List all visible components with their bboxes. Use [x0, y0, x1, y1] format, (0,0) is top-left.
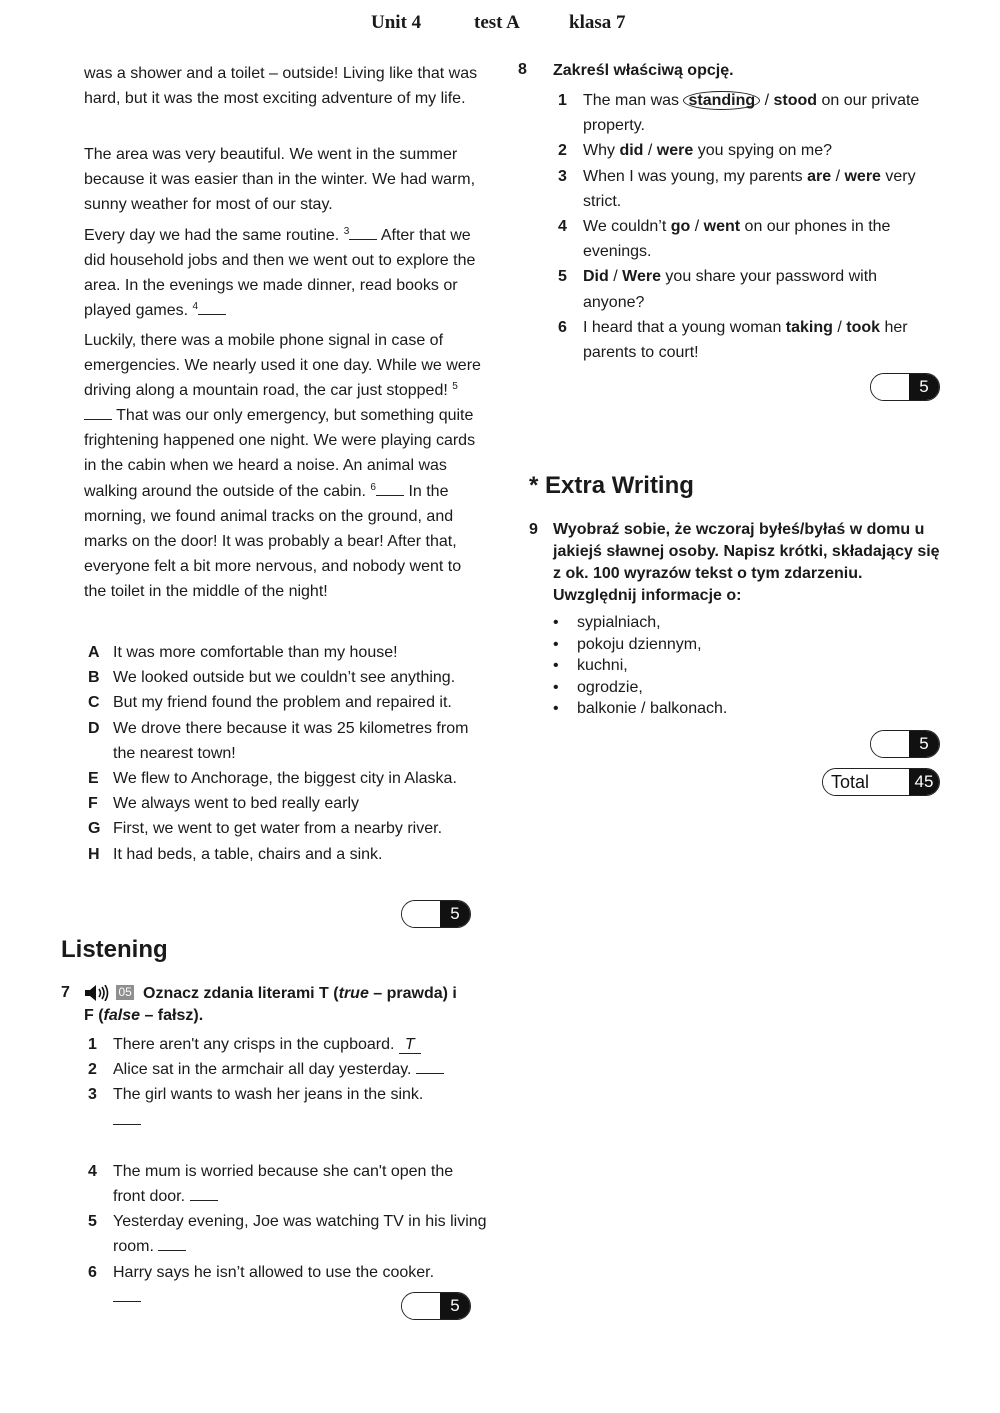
option-item: A It was more comfortable than my house!	[88, 644, 398, 661]
exercise-8-number: 8	[518, 61, 527, 78]
score-box-listening[interactable]: 5	[401, 1292, 471, 1320]
option[interactable]: were	[844, 167, 881, 185]
answer-blank[interactable]	[190, 1186, 218, 1201]
bullet-item: • kuchni,	[553, 655, 853, 677]
gap-number-6: 6	[370, 481, 376, 493]
listening-items	[88, 1032, 488, 1310]
grammar-items	[558, 88, 938, 365]
exercise-9-number: 9	[529, 521, 538, 538]
bullet-item: • pokoju dziennym,	[553, 634, 853, 656]
option[interactable]: Did	[583, 268, 609, 286]
option-item: H It had beds, a table, chairs and a sink.	[88, 845, 383, 863]
gap-5-blank[interactable]	[84, 405, 112, 420]
choice-item: 3 When I was young, my parents are / were very strict.	[558, 167, 916, 210]
exercise-7-number: 7	[61, 984, 70, 1001]
header-unit: Unit 4	[371, 12, 422, 33]
reading-options-list	[88, 640, 488, 867]
reading-paragraph-3: Every day we had the same routine. $^3$ After that we did household jobs and then we went out to explore the area. In the evenings we made dinner, read books or played games. $^4$	[84, 226, 476, 320]
option-item: B We looked outside but we couldn’t see anything.	[88, 669, 456, 687]
track-number: 05	[118, 985, 132, 1000]
option[interactable]: go	[670, 218, 691, 236]
tf-item: 5 Yesterday evening, Joe was watching TV in his living room.	[88, 1213, 487, 1256]
answer-blank[interactable]	[113, 1110, 141, 1125]
score-box-reading[interactable]: 5	[401, 900, 471, 928]
gap-3-blank[interactable]	[349, 225, 377, 240]
option[interactable]: Were	[622, 268, 661, 286]
option[interactable]: did	[619, 142, 644, 160]
gap-6-blank[interactable]	[376, 481, 404, 496]
gap-number-4: 4	[192, 301, 199, 313]
reading-paragraph-2: The area was very beautiful. We went in the summer because it was easier than in the winter. We had warm, sunny weather for most of our stay.	[84, 146, 476, 214]
extra-writing-title: * Extra Writing	[529, 472, 694, 499]
option[interactable]: were	[656, 142, 694, 160]
header-test: test A	[474, 12, 520, 33]
choice-item: 6 I heard that a young woman taking / took her parents to court!	[558, 318, 908, 362]
answer-blank[interactable]	[158, 1236, 186, 1251]
reading-paragraph-1: was a shower and a toilet – outside! Living like that was hard, but it was the most exciting adventure of my life.	[84, 65, 478, 108]
bullet-item: • ogrodzie,	[553, 677, 853, 699]
bullet-item: • sypialniach,	[553, 612, 853, 634]
option-circled[interactable]: standing	[683, 91, 760, 110]
tf-item: 6 Harry says he isn’t allowed to use the cooker.	[88, 1260, 488, 1310]
total-label: Total	[823, 769, 909, 795]
score-box-grammar[interactable]: 5	[870, 373, 940, 401]
tf-item: 2 Alice sat in the armchair all day yesterday.	[88, 1057, 488, 1082]
option-item: G First, we went to get water from a nearby river.	[88, 820, 443, 838]
score-box-writing[interactable]: 5	[870, 730, 940, 758]
score-box-total[interactable]: Total 45	[822, 768, 940, 796]
exercise-7-instruction: Oznacz zdania literami T (true – prawda) i F (false – fałsz).	[84, 985, 457, 1024]
choice-item: 4 We couldn’t go / went on our phones in the evenings.	[558, 218, 891, 261]
option[interactable]: stood	[773, 92, 818, 109]
option-item: C But my friend found the problem and repaired it.	[88, 694, 452, 712]
gap-number-3: 3	[343, 226, 350, 237]
answer-blank[interactable]	[113, 1287, 141, 1302]
gap-number-5: 5	[452, 381, 458, 393]
option[interactable]: went	[703, 218, 741, 236]
choice-item: 5 Did / Were you share your password with anyone?	[558, 268, 878, 311]
tf-item: 1 There aren't any crisps in the cupboard. T	[88, 1032, 488, 1057]
answer-blank[interactable]	[416, 1059, 444, 1074]
listening-title: Listening	[61, 936, 168, 963]
option[interactable]: took	[846, 318, 881, 336]
header-klasa: klasa 7	[569, 12, 626, 33]
reading-paragraph-4: Luckily, there was a mobile phone signal in case of emergencies. We nearly used it one day. While we were driving along a mountain road, the car just stopped! $^5$ That was our only emergency, but something quite frightening happened one night. We were playing cards in the cabin when we heard a noise. An animal was walking around the outside of the cabin. $^6$ In the morning, we found animal tracks on the ground, and marks on the door! It was probably a bear! After that, everyone felt a bit more nervous, and nobody went to the toilet in the middle of the night!	[84, 332, 481, 600]
option[interactable]: taking	[785, 318, 833, 336]
exercise-9-instruction: Wyobraź sobie, że wczoraj byłeś/byłaś w domu u jakiejś sławnej osoby. Napisz krótki, składający się z ok. 100 wyrazów tekst o tym zdarzeniu. Uwzględnij informacje o:	[553, 521, 940, 604]
tf-item: 3 The girl wants to wash her jeans in the sink.	[88, 1082, 488, 1132]
writing-bullet-list	[553, 612, 853, 720]
tf-item: 4 The mum is worried because she can't open the front door.	[88, 1162, 454, 1206]
option[interactable]: are	[807, 167, 832, 185]
choice-item: 2 Why did / were you spying on me?	[558, 142, 833, 160]
option-item: E We flew to Anchorage, the biggest city in Alaska.	[88, 770, 457, 788]
exercise-8-instruction: Zakreśl właściwą opcję.	[553, 62, 734, 79]
option-item: D We drove there because it was 25 kilometres from the nearest town!	[88, 719, 469, 762]
option-item: F We always went to bed really early	[88, 795, 360, 813]
answer-blank[interactable]: T	[399, 1036, 421, 1054]
bullet-item: • balkonie / balkonach.	[553, 698, 853, 720]
gap-4-blank[interactable]	[198, 300, 226, 315]
choice-item: 1 The man was standing / stood on our private property.	[558, 92, 920, 135]
